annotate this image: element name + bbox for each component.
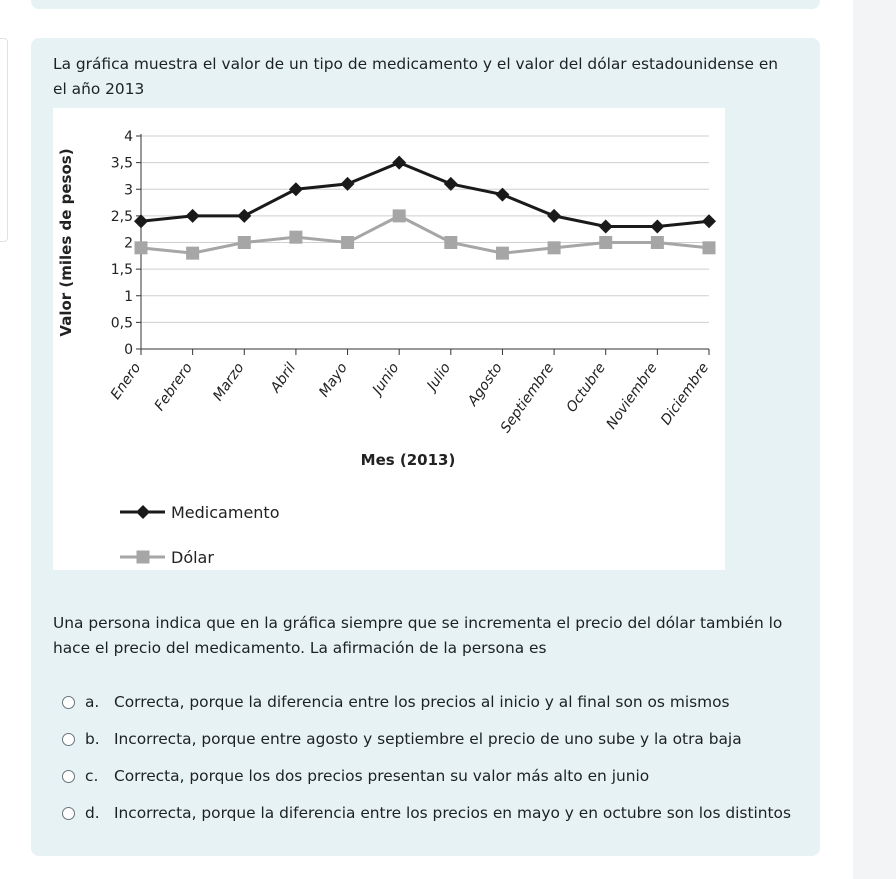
question-intro: La gráfica muestra el valor de un tipo de medicamento y el valor del dólar estadounidense en el año 2013 bbox=[53, 55, 779, 98]
x-tick-label: Octubre bbox=[563, 360, 610, 416]
dolar-legend-label: Dólar bbox=[171, 548, 214, 567]
x-tick-label: Agosto bbox=[464, 360, 506, 409]
dolar-series-line bbox=[141, 216, 709, 253]
x-tick-label: Enero bbox=[107, 360, 145, 403]
previous-question-card bbox=[31, 0, 820, 9]
medicamento-series-line bbox=[141, 163, 709, 227]
option-a-text[interactable]: Correcta, porque la diferencia entre los precios al inicio y al final son os mismos bbox=[114, 693, 730, 711]
medicamento-legend-label: Medicamento bbox=[171, 503, 280, 522]
dolar-point bbox=[393, 209, 406, 222]
option-b-radio[interactable] bbox=[62, 733, 75, 746]
dolar-legend-marker bbox=[137, 551, 150, 564]
question-prompt: Una persona indica que en la gráfica siempre que se incrementa el precio del dólar también lo hace el precio del medicamento. La afirmación de la persona es bbox=[53, 614, 783, 657]
medicamento-point bbox=[650, 220, 664, 234]
option-c[interactable] bbox=[62, 763, 802, 789]
y-tick-label: 3,5 bbox=[110, 155, 133, 172]
dolar-point bbox=[548, 241, 561, 254]
dolar-point bbox=[496, 247, 509, 260]
y-axis-title: Valor (miles de pesos) bbox=[57, 148, 75, 337]
chart-container bbox=[53, 108, 725, 570]
option-a[interactable] bbox=[62, 689, 802, 715]
y-tick-label: 0 bbox=[124, 342, 133, 358]
dolar-point bbox=[651, 236, 664, 249]
x-tick-label: Marzo bbox=[210, 360, 248, 404]
option-d-radio[interactable] bbox=[62, 807, 75, 820]
medicamento-point bbox=[289, 182, 303, 196]
medicamento-point bbox=[237, 209, 251, 223]
medicamento-point bbox=[547, 209, 561, 223]
left-side-tab[interactable] bbox=[0, 38, 8, 242]
y-tick-label: 4 bbox=[124, 129, 133, 145]
option-a-letter: a. bbox=[85, 693, 100, 711]
y-tick-label: 2,5 bbox=[110, 208, 133, 225]
dolar-point bbox=[599, 236, 612, 249]
x-tick-label: Febrero bbox=[151, 360, 196, 414]
option-b-letter: b. bbox=[85, 730, 100, 748]
y-tick-label: 0,5 bbox=[110, 315, 133, 332]
dolar-point bbox=[289, 231, 302, 244]
medicamento-legend-marker bbox=[136, 505, 150, 519]
x-tick-label: Junio bbox=[369, 360, 403, 398]
option-d-letter: d. bbox=[85, 804, 100, 822]
dolar-point bbox=[135, 241, 148, 254]
option-a-radio[interactable] bbox=[62, 696, 75, 709]
option-d-text[interactable]: Incorrecta, porque la diferencia entre los precios en mayo y en octubre son los distintos bbox=[114, 804, 791, 822]
dolar-point bbox=[444, 236, 457, 249]
dolar-point bbox=[703, 241, 716, 254]
x-tick-label: Abril bbox=[267, 360, 300, 396]
x-tick-label: Septiembre bbox=[497, 360, 558, 436]
option-c-letter: c. bbox=[85, 767, 99, 785]
line-chart bbox=[53, 108, 725, 570]
y-tick-label: 3 bbox=[124, 182, 133, 199]
option-c-radio[interactable] bbox=[62, 770, 75, 783]
x-tick-label: Diciembre bbox=[658, 360, 713, 429]
dolar-point bbox=[238, 236, 251, 249]
x-tick-label: Noviembre bbox=[603, 360, 661, 433]
medicamento-point bbox=[599, 220, 613, 234]
medicamento-point bbox=[186, 209, 200, 223]
dolar-point bbox=[186, 247, 199, 260]
option-d[interactable] bbox=[62, 800, 802, 826]
option-c-text[interactable]: Correcta, porque los dos precios presentan su valor más alto en junio bbox=[114, 767, 650, 785]
x-tick-label: Mayo bbox=[316, 360, 351, 401]
option-b-text[interactable]: Incorrecta, porque entre agosto y septiembre el precio de uno sube y la otra baja bbox=[114, 730, 742, 748]
right-gutter bbox=[853, 0, 896, 879]
x-axis-title: Mes (2013) bbox=[360, 451, 456, 469]
medicamento-point bbox=[392, 156, 406, 170]
dolar-point bbox=[341, 236, 354, 249]
question-card bbox=[31, 38, 820, 856]
y-tick-label: 1,5 bbox=[110, 262, 133, 279]
y-tick-label: 2 bbox=[124, 235, 133, 252]
x-tick-label: Julio bbox=[424, 360, 455, 394]
y-tick-label: 1 bbox=[124, 288, 133, 305]
option-b[interactable] bbox=[62, 726, 802, 752]
